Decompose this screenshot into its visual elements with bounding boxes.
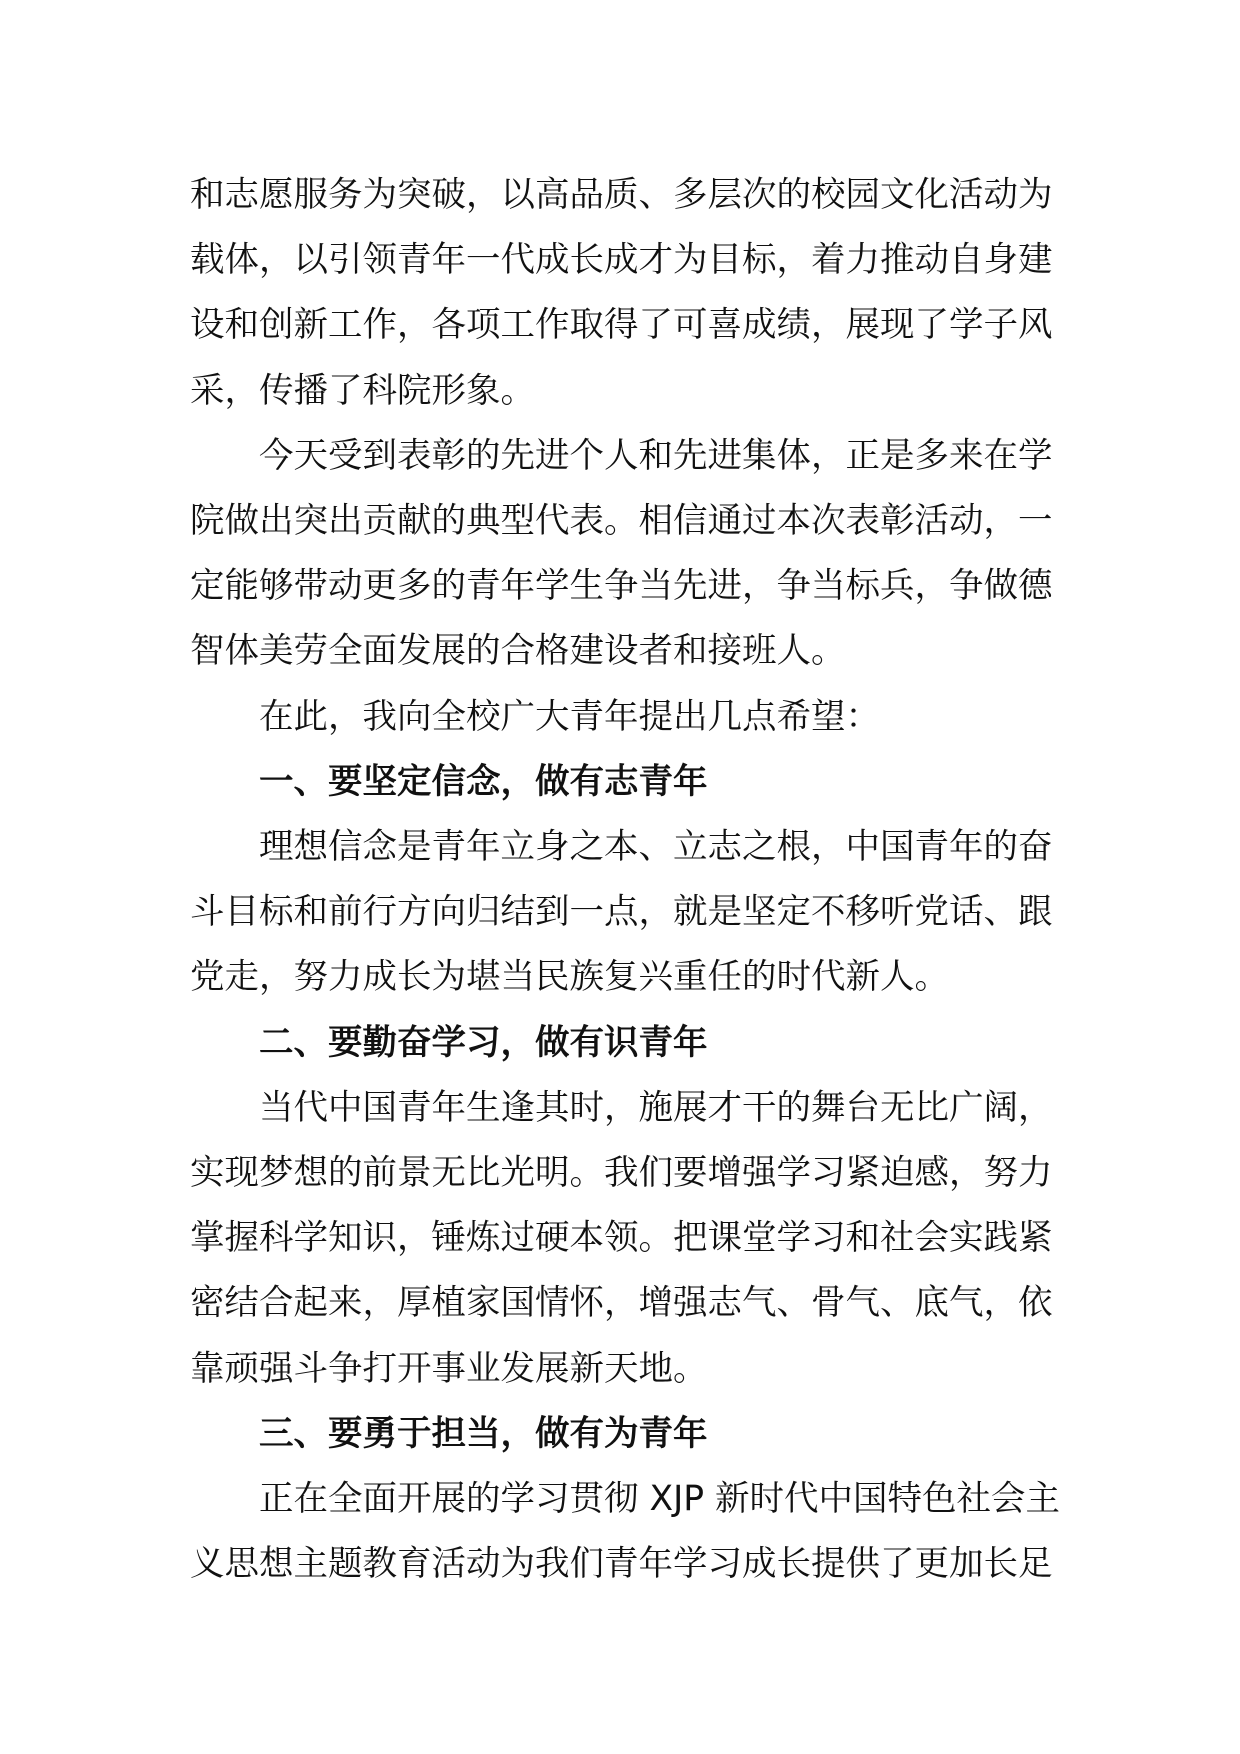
paragraph-line: 掌握科学知识，锤炼过硬本领。把课堂学习和社会实践紧 bbox=[190, 1218, 1053, 1259]
paragraph-line: 正在全面开展的学习贯彻 XJP 新时代中国特色社会主 bbox=[259, 1479, 1061, 1520]
section-heading: 二、要勤奋学习，做有识青年 bbox=[259, 1022, 708, 1063]
paragraph-line: 当代中国青年生逢其时，施展才干的舞台无比广阔， bbox=[259, 1087, 1053, 1128]
paragraph bbox=[190, 1467, 1061, 1597]
paragraph-line: 设和创新工作，各项工作取得了可喜成绩，展现了学子风 bbox=[190, 305, 1053, 346]
paragraph-line: 靠顽强斗争打开事业发展新天地。 bbox=[190, 1348, 708, 1389]
paragraph-line: 理想信念是青年立身之本、立志之根，中国青年的奋 bbox=[259, 827, 1053, 868]
paragraph bbox=[190, 424, 1053, 685]
paragraph bbox=[190, 685, 1030, 750]
paragraph bbox=[190, 1076, 1053, 1402]
paragraph-line: 采，传播了科院形象。 bbox=[190, 370, 535, 411]
document-body bbox=[190, 163, 1061, 1597]
paragraph-line: 和志愿服务为突破，以高品质、多层次的校园文化活动为 bbox=[190, 175, 1053, 215]
paragraph-line: 义思想主题教育活动为我们青年学习成长提供了更加长足 bbox=[190, 1544, 1053, 1585]
paragraph-line: 今天受到表彰的先进个人和先进集体，正是多来在学 bbox=[259, 435, 1053, 476]
paragraph bbox=[190, 815, 1053, 1011]
paragraph-line: 智体美劳全面发展的合格建设者和接班人。 bbox=[190, 631, 846, 672]
paragraph-line: 实现梦想的前景无比光明。我们要增强学习紧迫感，努力 bbox=[190, 1153, 1053, 1194]
paragraph bbox=[190, 163, 1053, 424]
paragraph-line: 院做出突出贡献的典型代表。相信通过本次表彰活动，一 bbox=[190, 501, 1053, 542]
section-heading: 三、要勇于担当，做有为青年 bbox=[259, 1413, 708, 1454]
paragraph-line: 在此，我向全校广大青年提出几点希望： bbox=[259, 696, 880, 737]
paragraph-line: 密结合起来，厚植家国情怀，增强志气、骨气、底气，依 bbox=[190, 1283, 1053, 1324]
paragraph-line: 斗目标和前行方向归结到一点，就是坚定不移听党话、跟 bbox=[190, 892, 1053, 933]
section-heading: 一、要坚定信念，做有志青年 bbox=[259, 761, 708, 802]
paragraph-line: 定能够带动更多的青年学生争当先进，争当标兵，争做德 bbox=[190, 566, 1053, 607]
paragraph-line: 党走，努力成长为堪当民族复兴重任的时代新人。 bbox=[190, 957, 949, 998]
paragraph-line: 载体，以引领青年一代成长成才为目标，着力推动自身建 bbox=[190, 240, 1053, 281]
